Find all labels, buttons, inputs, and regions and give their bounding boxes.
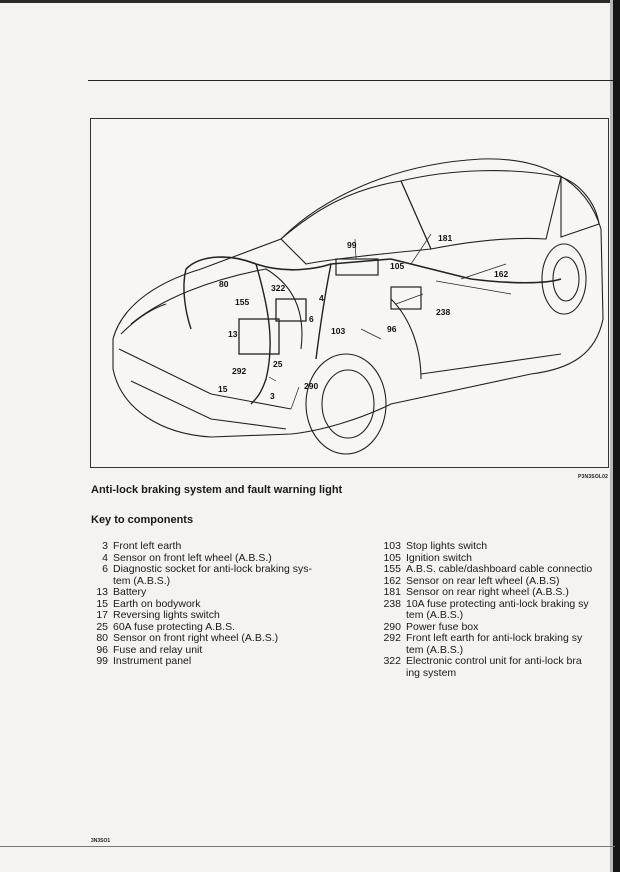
- car-illustration: [91, 119, 608, 467]
- key-number: 6: [102, 563, 108, 575]
- key-description: Power fuse box: [406, 620, 479, 633]
- key-number: 3: [102, 540, 108, 552]
- key-list-right: [375, 541, 620, 679]
- callout-15: 15: [218, 384, 228, 394]
- car-body-outline: [113, 159, 603, 437]
- callout-238: 238: [436, 307, 451, 317]
- key-description: Front left earth for anti-lock braking sy tem (A.B.S.): [406, 632, 583, 656]
- key-heading: Key to components: [91, 514, 194, 526]
- key-description: Sensor on rear right wheel (A.B.S.): [406, 586, 569, 598]
- callout-13: 13: [228, 329, 238, 339]
- key-number: 290: [383, 620, 401, 633]
- rear-window: [561, 177, 599, 237]
- key-number: 103: [383, 541, 401, 552]
- callout-292: 292: [232, 366, 247, 376]
- key-description: Ignition switch: [406, 551, 472, 564]
- callout-80: 80: [219, 279, 229, 289]
- key-description: Earth on bodywork: [113, 597, 201, 610]
- key-description: A.B.S. cable/dashboard cable connectio: [406, 563, 593, 575]
- callout-162: 162: [494, 269, 509, 279]
- callout-4: 4: [319, 293, 324, 303]
- callout-3: 3: [270, 391, 275, 401]
- abs-control-unit: [276, 299, 306, 321]
- callout-6: 6: [309, 314, 314, 324]
- callout-181: 181: [438, 233, 453, 243]
- key-description: 60A fuse protecting A.B.S.: [113, 620, 235, 633]
- key-number: 238: [383, 597, 401, 610]
- harness-branch-rear: [316, 264, 331, 359]
- callout-290: 290: [304, 381, 319, 391]
- key-item: [375, 656, 620, 679]
- key-number: 99: [96, 655, 108, 667]
- key-item: [375, 599, 620, 622]
- callout-322: 322: [271, 283, 286, 293]
- key-number: 162: [383, 574, 401, 587]
- key-description: Sensor on front right wheel (A.B.S.): [113, 632, 279, 644]
- key-item: [88, 633, 358, 645]
- callout-103: 103: [331, 326, 346, 336]
- callout-105: 105: [390, 261, 405, 271]
- key-item: [375, 587, 620, 599]
- key-item: [88, 587, 358, 599]
- harness-branch-front: [251, 264, 270, 404]
- key-description: 10A fuse protecting anti-lock braking sy tem (A.B.S.): [406, 597, 589, 621]
- key-description: Instrument panel: [113, 655, 192, 667]
- battery: [239, 319, 279, 354]
- key-description: Sensor on front left wheel (A.B.S.): [113, 551, 272, 564]
- key-number: 96: [96, 643, 108, 656]
- key-item: [375, 541, 620, 553]
- key-description: Sensor on rear left wheel (A.B.S): [406, 574, 560, 587]
- rear-wheel-rim: [553, 257, 579, 301]
- key-description: Stop lights switch: [406, 541, 488, 552]
- header-rule: [88, 80, 613, 81]
- page-binding-edge: [613, 0, 620, 872]
- key-number: 80: [96, 632, 108, 644]
- key-item: [88, 610, 358, 622]
- sill-line: [421, 354, 561, 374]
- key-number: 25: [96, 620, 108, 633]
- front-bumper: [119, 349, 291, 409]
- key-number: 322: [383, 655, 401, 667]
- callout-99: 99: [347, 240, 357, 250]
- abs-wiring-diagram: [90, 118, 609, 468]
- key-item: [375, 633, 620, 656]
- side-window: [401, 171, 561, 249]
- page-top-edge: [0, 0, 620, 3]
- callout-25: 25: [273, 359, 283, 369]
- key-description: Electronic control unit for anti-lock bra ing system: [406, 655, 582, 679]
- page-code: 3N3SO1: [91, 838, 111, 844]
- windscreen: [281, 181, 431, 264]
- headlight: [121, 304, 166, 334]
- door-line: [391, 299, 421, 379]
- callout-155: 155: [235, 297, 250, 307]
- key-number: 13: [96, 586, 108, 598]
- callout-96: 96: [387, 324, 397, 334]
- diagram-title: Anti-lock braking system and fault warning light: [91, 484, 343, 496]
- key-number: 15: [96, 597, 108, 610]
- key-number: 155: [383, 563, 401, 575]
- key-item: [88, 656, 358, 668]
- key-description: Fuse and relay unit: [113, 643, 203, 656]
- figure-code: P3N3SOL02: [578, 474, 609, 480]
- front-wheel-rim: [322, 370, 374, 438]
- key-description: Diagnostic socket for anti-lock braking sys- tem (A.B.S.): [113, 563, 312, 587]
- key-number: 17: [96, 609, 108, 621]
- harness-branch-left: [184, 269, 191, 329]
- key-description: Battery: [113, 586, 147, 598]
- key-number: 105: [383, 551, 401, 564]
- key-item: [88, 564, 358, 587]
- fuse-relay-unit: [391, 287, 421, 309]
- key-item: [88, 541, 358, 553]
- key-list-left: [88, 541, 358, 668]
- key-item: [375, 564, 620, 576]
- key-number: 181: [383, 586, 401, 598]
- key-number: 4: [102, 551, 108, 564]
- key-number: 292: [383, 632, 401, 644]
- bottom-rule: [0, 846, 615, 847]
- key-description: Reversing lights switch: [113, 609, 220, 621]
- key-description: Front left earth: [113, 540, 182, 552]
